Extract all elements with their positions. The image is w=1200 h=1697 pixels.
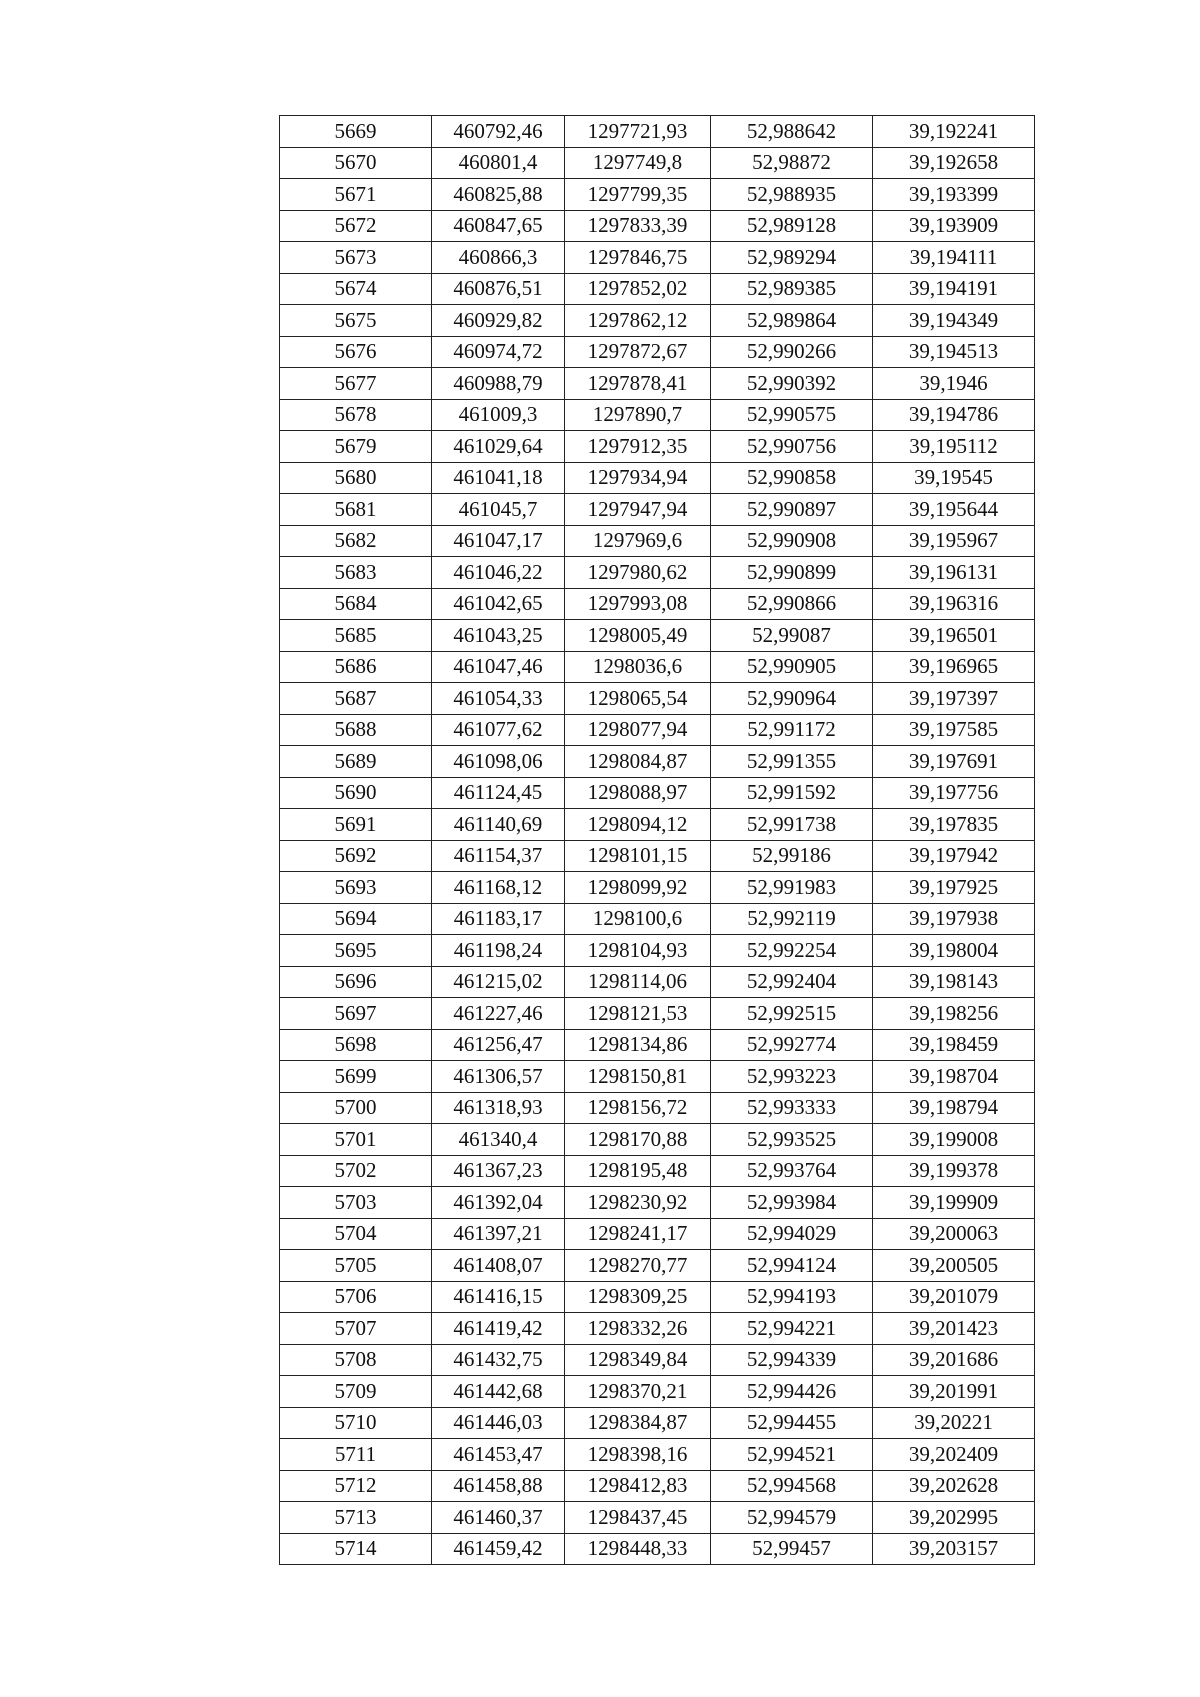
latitude-cell: 52,989294 — [711, 242, 873, 274]
latitude-cell: 52,990866 — [711, 588, 873, 620]
latitude-cell: 52,990964 — [711, 683, 873, 715]
x-coordinate-cell: 461367,23 — [432, 1155, 565, 1187]
y-coordinate-cell: 1298349,84 — [565, 1344, 711, 1376]
point-number-cell: 5684 — [280, 588, 432, 620]
longitude-cell: 39,199909 — [873, 1187, 1035, 1219]
table-row — [280, 431, 1035, 463]
longitude-cell: 39,195644 — [873, 494, 1035, 526]
y-coordinate-cell: 1298101,15 — [565, 840, 711, 872]
point-number-cell: 5679 — [280, 431, 432, 463]
point-number-cell: 5701 — [280, 1124, 432, 1156]
x-coordinate-cell: 461458,88 — [432, 1470, 565, 1502]
latitude-cell: 52,991983 — [711, 872, 873, 904]
point-number-cell: 5674 — [280, 273, 432, 305]
point-number-cell: 5698 — [280, 1029, 432, 1061]
latitude-cell: 52,990575 — [711, 399, 873, 431]
x-coordinate-cell: 460801,4 — [432, 147, 565, 179]
longitude-cell: 39,199378 — [873, 1155, 1035, 1187]
longitude-cell: 39,198004 — [873, 935, 1035, 967]
table-row — [280, 1281, 1035, 1313]
x-coordinate-cell: 461140,69 — [432, 809, 565, 841]
table-row — [280, 903, 1035, 935]
y-coordinate-cell: 1298065,54 — [565, 683, 711, 715]
longitude-cell: 39,202628 — [873, 1470, 1035, 1502]
y-coordinate-cell: 1298270,77 — [565, 1250, 711, 1282]
x-coordinate-cell: 461077,62 — [432, 714, 565, 746]
table-row — [280, 1533, 1035, 1565]
latitude-cell: 52,989128 — [711, 210, 873, 242]
x-coordinate-cell: 461045,7 — [432, 494, 565, 526]
table-row — [280, 210, 1035, 242]
y-coordinate-cell: 1297862,12 — [565, 305, 711, 337]
point-number-cell: 5676 — [280, 336, 432, 368]
longitude-cell: 39,197938 — [873, 903, 1035, 935]
x-coordinate-cell: 461215,02 — [432, 966, 565, 998]
x-coordinate-cell: 461318,93 — [432, 1092, 565, 1124]
x-coordinate-cell: 461009,3 — [432, 399, 565, 431]
longitude-cell: 39,196316 — [873, 588, 1035, 620]
x-coordinate-cell: 461392,04 — [432, 1187, 565, 1219]
y-coordinate-cell: 1297749,8 — [565, 147, 711, 179]
longitude-cell: 39,192658 — [873, 147, 1035, 179]
y-coordinate-cell: 1297846,75 — [565, 242, 711, 274]
y-coordinate-cell: 1298088,97 — [565, 777, 711, 809]
table-row — [280, 1407, 1035, 1439]
coordinates-table — [279, 115, 1035, 1565]
longitude-cell: 39,193399 — [873, 179, 1035, 211]
latitude-cell: 52,98872 — [711, 147, 873, 179]
longitude-cell: 39,196131 — [873, 557, 1035, 589]
y-coordinate-cell: 1298241,17 — [565, 1218, 711, 1250]
latitude-cell: 52,994221 — [711, 1313, 873, 1345]
table-row — [280, 1029, 1035, 1061]
table-row — [280, 242, 1035, 274]
point-number-cell: 5699 — [280, 1061, 432, 1093]
point-number-cell: 5693 — [280, 872, 432, 904]
table-row — [280, 1502, 1035, 1534]
point-number-cell: 5669 — [280, 116, 432, 148]
x-coordinate-cell: 461046,22 — [432, 557, 565, 589]
latitude-cell: 52,994193 — [711, 1281, 873, 1313]
longitude-cell: 39,197942 — [873, 840, 1035, 872]
x-coordinate-cell: 461047,46 — [432, 651, 565, 683]
y-coordinate-cell: 1298077,94 — [565, 714, 711, 746]
y-coordinate-cell: 1298036,6 — [565, 651, 711, 683]
longitude-cell: 39,197585 — [873, 714, 1035, 746]
y-coordinate-cell: 1297934,94 — [565, 462, 711, 494]
y-coordinate-cell: 1298332,26 — [565, 1313, 711, 1345]
latitude-cell: 52,990897 — [711, 494, 873, 526]
x-coordinate-cell: 460929,82 — [432, 305, 565, 337]
table-row — [280, 1439, 1035, 1471]
table-row — [280, 494, 1035, 526]
latitude-cell: 52,994426 — [711, 1376, 873, 1408]
table-row — [280, 368, 1035, 400]
longitude-cell: 39,197397 — [873, 683, 1035, 715]
table-row — [280, 809, 1035, 841]
longitude-cell: 39,194111 — [873, 242, 1035, 274]
longitude-cell: 39,195112 — [873, 431, 1035, 463]
longitude-cell: 39,194349 — [873, 305, 1035, 337]
x-coordinate-cell: 461029,64 — [432, 431, 565, 463]
table-row — [280, 1376, 1035, 1408]
latitude-cell: 52,993333 — [711, 1092, 873, 1124]
point-number-cell: 5695 — [280, 935, 432, 967]
point-number-cell: 5682 — [280, 525, 432, 557]
y-coordinate-cell: 1297721,93 — [565, 116, 711, 148]
point-number-cell: 5709 — [280, 1376, 432, 1408]
longitude-cell: 39,194513 — [873, 336, 1035, 368]
x-coordinate-cell: 460988,79 — [432, 368, 565, 400]
latitude-cell: 52,990266 — [711, 336, 873, 368]
table-row — [280, 336, 1035, 368]
point-number-cell: 5683 — [280, 557, 432, 589]
x-coordinate-cell: 461227,46 — [432, 998, 565, 1030]
longitude-cell: 39,195967 — [873, 525, 1035, 557]
longitude-cell: 39,194786 — [873, 399, 1035, 431]
longitude-cell: 39,198704 — [873, 1061, 1035, 1093]
longitude-cell: 39,193909 — [873, 210, 1035, 242]
point-number-cell: 5712 — [280, 1470, 432, 1502]
table-row — [280, 588, 1035, 620]
longitude-cell: 39,197925 — [873, 872, 1035, 904]
x-coordinate-cell: 461198,24 — [432, 935, 565, 967]
point-number-cell: 5680 — [280, 462, 432, 494]
latitude-cell: 52,988642 — [711, 116, 873, 148]
x-coordinate-cell: 461168,12 — [432, 872, 565, 904]
x-coordinate-cell: 461124,45 — [432, 777, 565, 809]
point-number-cell: 5671 — [280, 179, 432, 211]
point-number-cell: 5691 — [280, 809, 432, 841]
table-row — [280, 1313, 1035, 1345]
longitude-cell: 39,198794 — [873, 1092, 1035, 1124]
latitude-cell: 52,994568 — [711, 1470, 873, 1502]
latitude-cell: 52,993525 — [711, 1124, 873, 1156]
x-coordinate-cell: 460876,51 — [432, 273, 565, 305]
x-coordinate-cell: 461419,42 — [432, 1313, 565, 1345]
latitude-cell: 52,988935 — [711, 179, 873, 211]
y-coordinate-cell: 1297980,62 — [565, 557, 711, 589]
table-row — [280, 116, 1035, 148]
table-row — [280, 1470, 1035, 1502]
longitude-cell: 39,197835 — [873, 809, 1035, 841]
latitude-cell: 52,994124 — [711, 1250, 873, 1282]
table-row — [280, 557, 1035, 589]
point-number-cell: 5708 — [280, 1344, 432, 1376]
longitude-cell: 39,202995 — [873, 1502, 1035, 1534]
table-row — [280, 840, 1035, 872]
x-coordinate-cell: 461460,37 — [432, 1502, 565, 1534]
point-number-cell: 5702 — [280, 1155, 432, 1187]
latitude-cell: 52,990905 — [711, 651, 873, 683]
latitude-cell: 52,993984 — [711, 1187, 873, 1219]
y-coordinate-cell: 1298437,45 — [565, 1502, 711, 1534]
x-coordinate-cell: 460866,3 — [432, 242, 565, 274]
point-number-cell: 5673 — [280, 242, 432, 274]
x-coordinate-cell: 461041,18 — [432, 462, 565, 494]
point-number-cell: 5704 — [280, 1218, 432, 1250]
longitude-cell: 39,201991 — [873, 1376, 1035, 1408]
longitude-cell: 39,201423 — [873, 1313, 1035, 1345]
latitude-cell: 52,991738 — [711, 809, 873, 841]
longitude-cell: 39,196501 — [873, 620, 1035, 652]
y-coordinate-cell: 1297993,08 — [565, 588, 711, 620]
point-number-cell: 5686 — [280, 651, 432, 683]
longitude-cell: 39,197756 — [873, 777, 1035, 809]
y-coordinate-cell: 1298170,88 — [565, 1124, 711, 1156]
x-coordinate-cell: 460792,46 — [432, 116, 565, 148]
x-coordinate-cell: 461432,75 — [432, 1344, 565, 1376]
point-number-cell: 5675 — [280, 305, 432, 337]
point-number-cell: 5713 — [280, 1502, 432, 1534]
latitude-cell: 52,994579 — [711, 1502, 873, 1534]
table-row — [280, 714, 1035, 746]
table-row — [280, 998, 1035, 1030]
table-row — [280, 1344, 1035, 1376]
latitude-cell: 52,993764 — [711, 1155, 873, 1187]
point-number-cell: 5688 — [280, 714, 432, 746]
x-coordinate-cell: 461459,42 — [432, 1533, 565, 1565]
table-row — [280, 305, 1035, 337]
table-row — [280, 1061, 1035, 1093]
longitude-cell: 39,200063 — [873, 1218, 1035, 1250]
table-row — [280, 399, 1035, 431]
point-number-cell: 5672 — [280, 210, 432, 242]
table-row — [280, 777, 1035, 809]
longitude-cell: 39,197691 — [873, 746, 1035, 778]
point-number-cell: 5677 — [280, 368, 432, 400]
latitude-cell: 52,99186 — [711, 840, 873, 872]
latitude-cell: 52,994455 — [711, 1407, 873, 1439]
latitude-cell: 52,990392 — [711, 368, 873, 400]
point-number-cell: 5681 — [280, 494, 432, 526]
point-number-cell: 5703 — [280, 1187, 432, 1219]
table-row — [280, 1092, 1035, 1124]
y-coordinate-cell: 1298309,25 — [565, 1281, 711, 1313]
x-coordinate-cell: 461416,15 — [432, 1281, 565, 1313]
longitude-cell: 39,196965 — [873, 651, 1035, 683]
point-number-cell: 5710 — [280, 1407, 432, 1439]
longitude-cell: 39,1946 — [873, 368, 1035, 400]
x-coordinate-cell: 461043,25 — [432, 620, 565, 652]
latitude-cell: 52,992774 — [711, 1029, 873, 1061]
latitude-cell: 52,99457 — [711, 1533, 873, 1565]
latitude-cell: 52,994029 — [711, 1218, 873, 1250]
longitude-cell: 39,201686 — [873, 1344, 1035, 1376]
latitude-cell: 52,992515 — [711, 998, 873, 1030]
longitude-cell: 39,198459 — [873, 1029, 1035, 1061]
point-number-cell: 5706 — [280, 1281, 432, 1313]
latitude-cell: 52,990899 — [711, 557, 873, 589]
latitude-cell: 52,99087 — [711, 620, 873, 652]
longitude-cell: 39,202409 — [873, 1439, 1035, 1471]
point-number-cell: 5711 — [280, 1439, 432, 1471]
y-coordinate-cell: 1297852,02 — [565, 273, 711, 305]
x-coordinate-cell: 461098,06 — [432, 746, 565, 778]
y-coordinate-cell: 1297878,41 — [565, 368, 711, 400]
point-number-cell: 5705 — [280, 1250, 432, 1282]
y-coordinate-cell: 1298114,06 — [565, 966, 711, 998]
point-number-cell: 5687 — [280, 683, 432, 715]
table-row — [280, 683, 1035, 715]
y-coordinate-cell: 1298005,49 — [565, 620, 711, 652]
y-coordinate-cell: 1298398,16 — [565, 1439, 711, 1471]
point-number-cell: 5692 — [280, 840, 432, 872]
table-row — [280, 462, 1035, 494]
y-coordinate-cell: 1298230,92 — [565, 1187, 711, 1219]
point-number-cell: 5689 — [280, 746, 432, 778]
x-coordinate-cell: 461442,68 — [432, 1376, 565, 1408]
x-coordinate-cell: 461408,07 — [432, 1250, 565, 1282]
y-coordinate-cell: 1298094,12 — [565, 809, 711, 841]
x-coordinate-cell: 460974,72 — [432, 336, 565, 368]
table-row — [280, 620, 1035, 652]
latitude-cell: 52,992404 — [711, 966, 873, 998]
y-coordinate-cell: 1298195,48 — [565, 1155, 711, 1187]
table-row — [280, 651, 1035, 683]
longitude-cell: 39,199008 — [873, 1124, 1035, 1156]
latitude-cell: 52,991355 — [711, 746, 873, 778]
point-number-cell: 5697 — [280, 998, 432, 1030]
table-row — [280, 1187, 1035, 1219]
latitude-cell: 52,990756 — [711, 431, 873, 463]
x-coordinate-cell: 461340,4 — [432, 1124, 565, 1156]
longitude-cell: 39,198143 — [873, 966, 1035, 998]
latitude-cell: 52,994521 — [711, 1439, 873, 1471]
longitude-cell: 39,192241 — [873, 116, 1035, 148]
point-number-cell: 5694 — [280, 903, 432, 935]
x-coordinate-cell: 461306,57 — [432, 1061, 565, 1093]
latitude-cell: 52,994339 — [711, 1344, 873, 1376]
latitude-cell: 52,993223 — [711, 1061, 873, 1093]
latitude-cell: 52,992254 — [711, 935, 873, 967]
x-coordinate-cell: 460847,65 — [432, 210, 565, 242]
latitude-cell: 52,990858 — [711, 462, 873, 494]
y-coordinate-cell: 1297912,35 — [565, 431, 711, 463]
y-coordinate-cell: 1297799,35 — [565, 179, 711, 211]
longitude-cell: 39,19545 — [873, 462, 1035, 494]
y-coordinate-cell: 1298370,21 — [565, 1376, 711, 1408]
point-number-cell: 5700 — [280, 1092, 432, 1124]
y-coordinate-cell: 1298156,72 — [565, 1092, 711, 1124]
y-coordinate-cell: 1297833,39 — [565, 210, 711, 242]
table-row — [280, 1218, 1035, 1250]
table-row — [280, 1124, 1035, 1156]
latitude-cell: 52,992119 — [711, 903, 873, 935]
x-coordinate-cell: 461453,47 — [432, 1439, 565, 1471]
latitude-cell: 52,989864 — [711, 305, 873, 337]
latitude-cell: 52,991172 — [711, 714, 873, 746]
table-row — [280, 525, 1035, 557]
point-number-cell: 5678 — [280, 399, 432, 431]
longitude-cell: 39,203157 — [873, 1533, 1035, 1565]
y-coordinate-cell: 1297872,67 — [565, 336, 711, 368]
longitude-cell: 39,198256 — [873, 998, 1035, 1030]
y-coordinate-cell: 1298121,53 — [565, 998, 711, 1030]
y-coordinate-cell: 1298384,87 — [565, 1407, 711, 1439]
y-coordinate-cell: 1297947,94 — [565, 494, 711, 526]
table-row — [280, 935, 1035, 967]
y-coordinate-cell: 1298099,92 — [565, 872, 711, 904]
y-coordinate-cell: 1298150,81 — [565, 1061, 711, 1093]
y-coordinate-cell: 1297890,7 — [565, 399, 711, 431]
longitude-cell: 39,200505 — [873, 1250, 1035, 1282]
y-coordinate-cell: 1298084,87 — [565, 746, 711, 778]
table-row — [280, 147, 1035, 179]
point-number-cell: 5690 — [280, 777, 432, 809]
table-row — [280, 746, 1035, 778]
x-coordinate-cell: 461446,03 — [432, 1407, 565, 1439]
y-coordinate-cell: 1298448,33 — [565, 1533, 711, 1565]
x-coordinate-cell: 461047,17 — [432, 525, 565, 557]
latitude-cell: 52,991592 — [711, 777, 873, 809]
y-coordinate-cell: 1297969,6 — [565, 525, 711, 557]
point-number-cell: 5696 — [280, 966, 432, 998]
table-row — [280, 179, 1035, 211]
latitude-cell: 52,990908 — [711, 525, 873, 557]
longitude-cell: 39,194191 — [873, 273, 1035, 305]
table-row — [280, 273, 1035, 305]
latitude-cell: 52,989385 — [711, 273, 873, 305]
x-coordinate-cell: 461256,47 — [432, 1029, 565, 1061]
x-coordinate-cell: 461042,65 — [432, 588, 565, 620]
point-number-cell: 5714 — [280, 1533, 432, 1565]
table-row — [280, 1155, 1035, 1187]
table-row — [280, 1250, 1035, 1282]
y-coordinate-cell: 1298104,93 — [565, 935, 711, 967]
y-coordinate-cell: 1298134,86 — [565, 1029, 711, 1061]
y-coordinate-cell: 1298412,83 — [565, 1470, 711, 1502]
y-coordinate-cell: 1298100,6 — [565, 903, 711, 935]
x-coordinate-cell: 461154,37 — [432, 840, 565, 872]
x-coordinate-cell: 460825,88 — [432, 179, 565, 211]
table-row — [280, 872, 1035, 904]
x-coordinate-cell: 461397,21 — [432, 1218, 565, 1250]
x-coordinate-cell: 461183,17 — [432, 903, 565, 935]
x-coordinate-cell: 461054,33 — [432, 683, 565, 715]
point-number-cell: 5707 — [280, 1313, 432, 1345]
coordinates-table-body — [280, 116, 1035, 1565]
table-row — [280, 966, 1035, 998]
point-number-cell: 5670 — [280, 147, 432, 179]
longitude-cell: 39,20221 — [873, 1407, 1035, 1439]
point-number-cell: 5685 — [280, 620, 432, 652]
longitude-cell: 39,201079 — [873, 1281, 1035, 1313]
